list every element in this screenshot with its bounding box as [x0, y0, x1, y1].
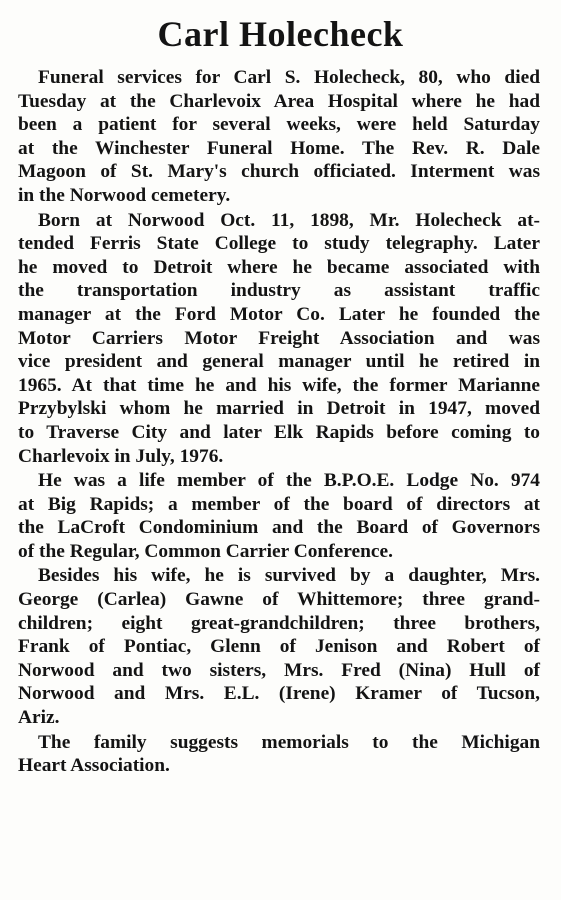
text-line: Funeral services for Carl S. Holecheck, 80, who died	[38, 67, 540, 88]
text-line: to Traverse City and later Elk Rapids before coming to	[18, 421, 540, 443]
text-line: he moved to Detroit where he became associated with	[18, 256, 540, 278]
text-line: manager at the Ford Motor Co. Later he founded the	[18, 303, 540, 325]
text-line: in the Norwood cemetery.	[18, 184, 231, 206]
article-paragraph	[18, 564, 540, 729]
article-paragraph	[18, 66, 540, 208]
text-line: Magoon of St. Mary's church officiated. Interment was	[18, 161, 540, 183]
text-line: of the Regular, Common Carrier Conference.	[18, 540, 393, 562]
text-line: vice president and general manager until he retired in	[18, 351, 540, 373]
text-line: 1965. At that time he and his wife, the former Marianne	[18, 374, 540, 396]
text-line: Charlevoix in July, 1976.	[18, 445, 224, 467]
text-line: children; eight great-grandchildren; three brothers,	[18, 612, 540, 634]
text-line: Ariz.	[18, 707, 60, 729]
text-line: The family suggests memorials to the Michigan	[38, 731, 540, 753]
text-line: Przybylski whom he married in Detroit in 1947, moved	[18, 398, 540, 420]
article-body	[18, 66, 540, 779]
text-line: George (Carlea) Gawne of Whittemore; three grand-	[18, 589, 540, 611]
article-paragraph	[18, 469, 540, 563]
text-line: at Big Rapids; a member of the board of directors at	[18, 493, 540, 515]
text-line: been a patient for several weeks, were held Saturday	[18, 114, 540, 136]
headline: Carl Holecheck	[157, 14, 404, 54]
paragraph-gap	[18, 778, 540, 779]
text-line: Besides his wife, he is survived by a daughter, Mrs.	[38, 565, 540, 587]
text-line: Norwood and Mrs. E.L. (Irene) Kramer of Tucson,	[18, 683, 540, 705]
text-line: Heart Association.	[18, 755, 170, 777]
text-line: at the Winchester Funeral Home. The Rev. R. Dale	[18, 137, 540, 159]
text-line: Born at Norwood Oct. 11, 1898, Mr. Holecheck at-	[38, 209, 540, 231]
text-line: the LaCroft Condominium and the Board of Governors	[18, 517, 540, 539]
text-line: tended Ferris State College to study telegraphy. Later	[18, 233, 540, 255]
article-paragraph	[18, 209, 540, 469]
text-line: Norwood and two sisters, Mrs. Fred (Nina) Hull of	[18, 659, 540, 681]
text-line: the transportation industry as assistant traffic	[18, 280, 540, 302]
text-line: Motor Carriers Motor Freight Association and was	[18, 327, 540, 349]
text-line: He was a life member of the B.P.O.E. Lodge No. 974	[38, 470, 540, 492]
text-line: Tuesday at the Charlevoix Area Hospital where he had	[18, 90, 540, 112]
article-paragraph	[18, 731, 540, 778]
text-line: Frank of Pontiac, Glenn of Jenison and Robert of	[18, 636, 540, 658]
